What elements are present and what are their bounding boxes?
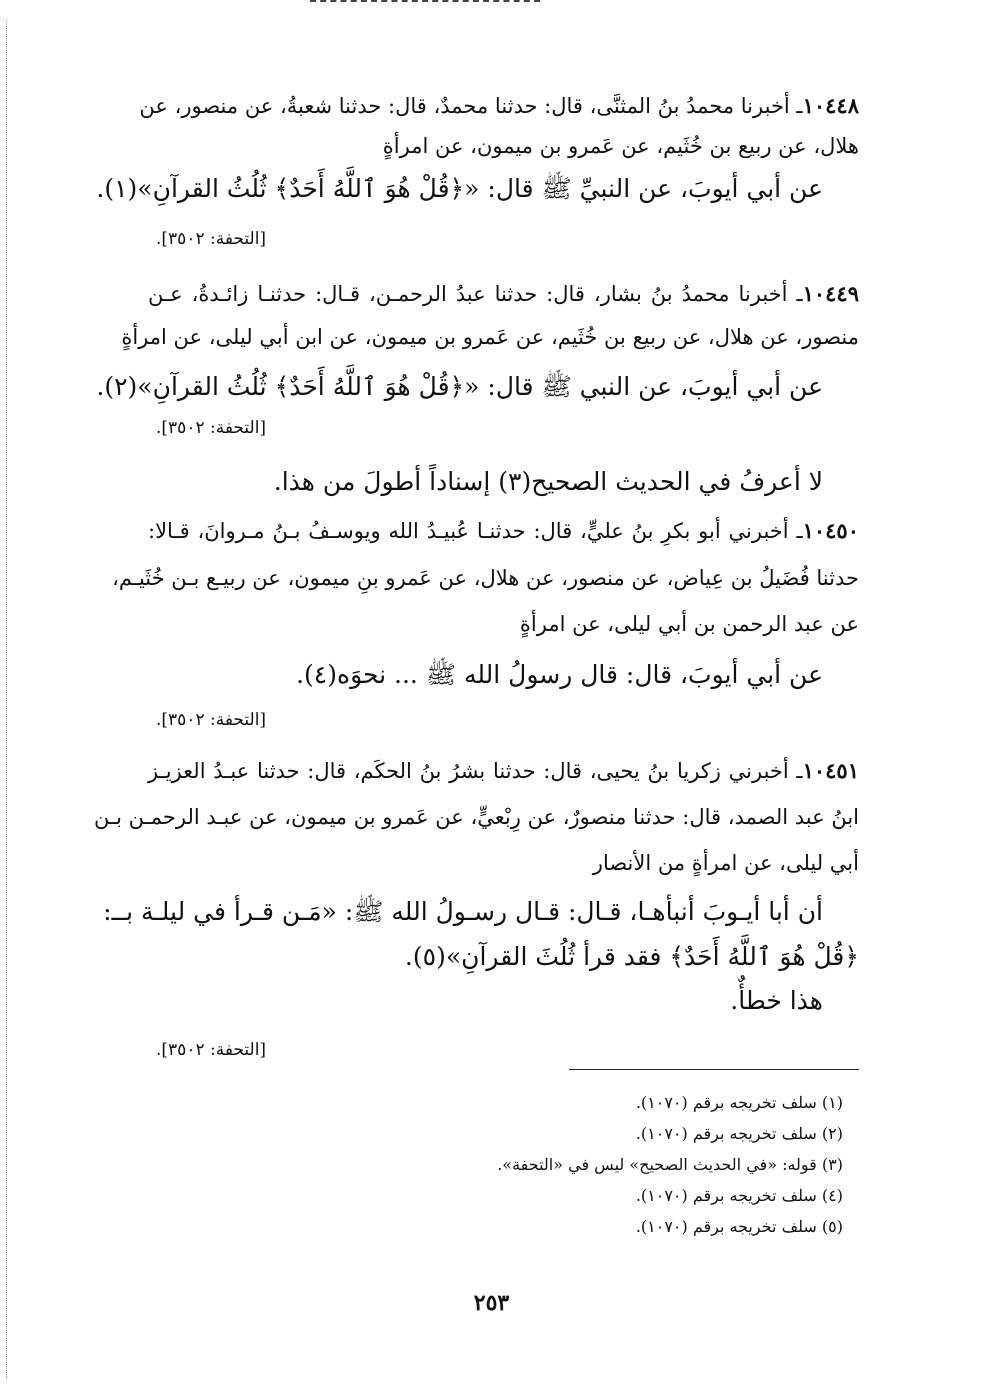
page-number: ٢٥٣ <box>473 1290 510 1316</box>
footnote-1: (١) سلف تخريجه برقم (١٠٧٠). <box>635 1093 843 1112</box>
hadith-10451-line-3: أبي ليلى، عن امرأةٍ من الأنصار <box>592 851 859 875</box>
hadith-10450-line-1 <box>148 518 859 544</box>
hadith-10451-judgement: هذا خطأٌ. <box>730 986 823 1015</box>
hadith-10451-line-1 <box>148 758 859 784</box>
footnote-2: (٢) سلف تخريجه برقم (١٠٧٠). <box>635 1124 843 1143</box>
hadith-10449-line-1 <box>148 281 859 307</box>
footnote-separator <box>569 1069 859 1070</box>
isnad-text: ـ أخبرني زكريا بنُ يحيى، قال: حدثنا بشرُ بنُ الحكَم، قال: حدثنا عبـدُ العزيـز <box>148 759 803 783</box>
footnote-4: (٤) سلف تخريجه برقم (١٠٧٠). <box>635 1186 843 1205</box>
hadith-10450-line-2: حدثنا فُضَيلُ بن عِياض، عن منصور، عن هلال، عن عَمرو بنِ ميمون، عن ربيـع بـن خُثَيـم، <box>112 566 859 590</box>
hadith-10451-matn-1: أن أبا أيـوبَ أنبأهـا، قـال: قـال رسـولُ الله ﷺ: «مَـن قـرأ في ليلـة بــ: <box>103 897 823 926</box>
author-remark: لا أعرفُ في الحديث الصحيح(٣) إسناداً أطولَ من هذا. <box>273 467 823 496</box>
hadith-number: ١٠٤٥١ <box>802 758 859 783</box>
hadith-number: ١٠٤٤٨ <box>802 93 859 118</box>
left-margin-rule <box>6 20 7 1379</box>
hadith-10449-matn: عن أبي أيوبَ، عن النبي ﷺ قال: «﴿قُلْ هُوَ ٱللَّهُ أَحَدٌ﴾ ثُلُثُ القرآنِ»(٢). <box>96 372 823 401</box>
hadith-10451-matn-2: ﴿قُلْ هُوَ ٱللَّهُ أَحَدٌ﴾ فقد قرأ ثُلُثَ القرآنِ»(٥). <box>404 942 859 971</box>
hadith-10451-source: [التحفة: ٣٥٠٢]. <box>156 1040 267 1060</box>
top-dashes <box>310 0 540 12</box>
isnad-text: ـ أخبرنا محمدُ بنُ المثنَّى، قال: حدثنا محمدٌ، قال: حدثنا شعبةُ، عن منصور، عن <box>139 94 803 118</box>
hadith-10449-line-2: منصور، عن هلال، عن ربيع بن خُثَيم، عن عَمرو بن ميمون، عن ابن أبي ليلى، عن امرأةٍ <box>121 325 859 349</box>
hadith-10448-line-2: هلال، عن ربيع بن خُثَيم، عن عَمرو بن ميمون، عن امرأةٍ <box>382 134 859 158</box>
hadith-number: ١٠٤٤٩ <box>802 281 859 306</box>
hadith-10450-line-3: عن عبد الرحمن بن أبي ليلى، عن امرأةٍ <box>519 612 859 636</box>
hadith-10451-line-2: ابنُ عبد الصمد، قال: حدثنا منصورٌ، عن رِبْعيٍّ، عن عَمرو بن ميمون، عن عبـد الرحمـن بـن <box>93 805 859 829</box>
isnad-text: ـ أخبرني أبو بكرِ بنُ عليٍّ، قال: حدثنـا عُبيـدُ الله ويوسـفُ بـنُ مـروانَ، قـالا: <box>148 519 803 543</box>
isnad-text: ـ أخبرنا محمدُ بنُ بشار، قال: حدثنا عبدُ الرحمـن، قـال: حدثنـا زائـدةُ، عـن <box>148 282 803 306</box>
footnote-5: (٥) سلف تخريجه برقم (١٠٧٠). <box>635 1217 843 1236</box>
hadith-10448-matn: عن أبي أيوبَ، عن النبيِّ ﷺ قال: «﴿قُلْ هُوَ ٱللَّهُ أَحَدٌ﴾ ثُلُثُ القرآنِ»(١). <box>96 174 823 203</box>
footnote-3: (٣) قوله: «في الحديث الصحيح» ليس في «التحفة». <box>497 1155 843 1174</box>
hadith-10450-source: [التحفة: ٣٥٠٢]. <box>156 710 267 730</box>
hadith-number: ١٠٤٥٠ <box>802 518 859 543</box>
hadith-10450-matn: عن أبي أيوبَ، قال: قال رسولُ الله ﷺ ... نحوَه(٤). <box>296 660 823 689</box>
hadith-10448-source: [التحفة: ٣٥٠٢]. <box>156 229 267 249</box>
hadith-10448-line-1 <box>139 93 859 119</box>
hadith-10449-source: [التحفة: ٣٥٠٢]. <box>156 418 267 438</box>
